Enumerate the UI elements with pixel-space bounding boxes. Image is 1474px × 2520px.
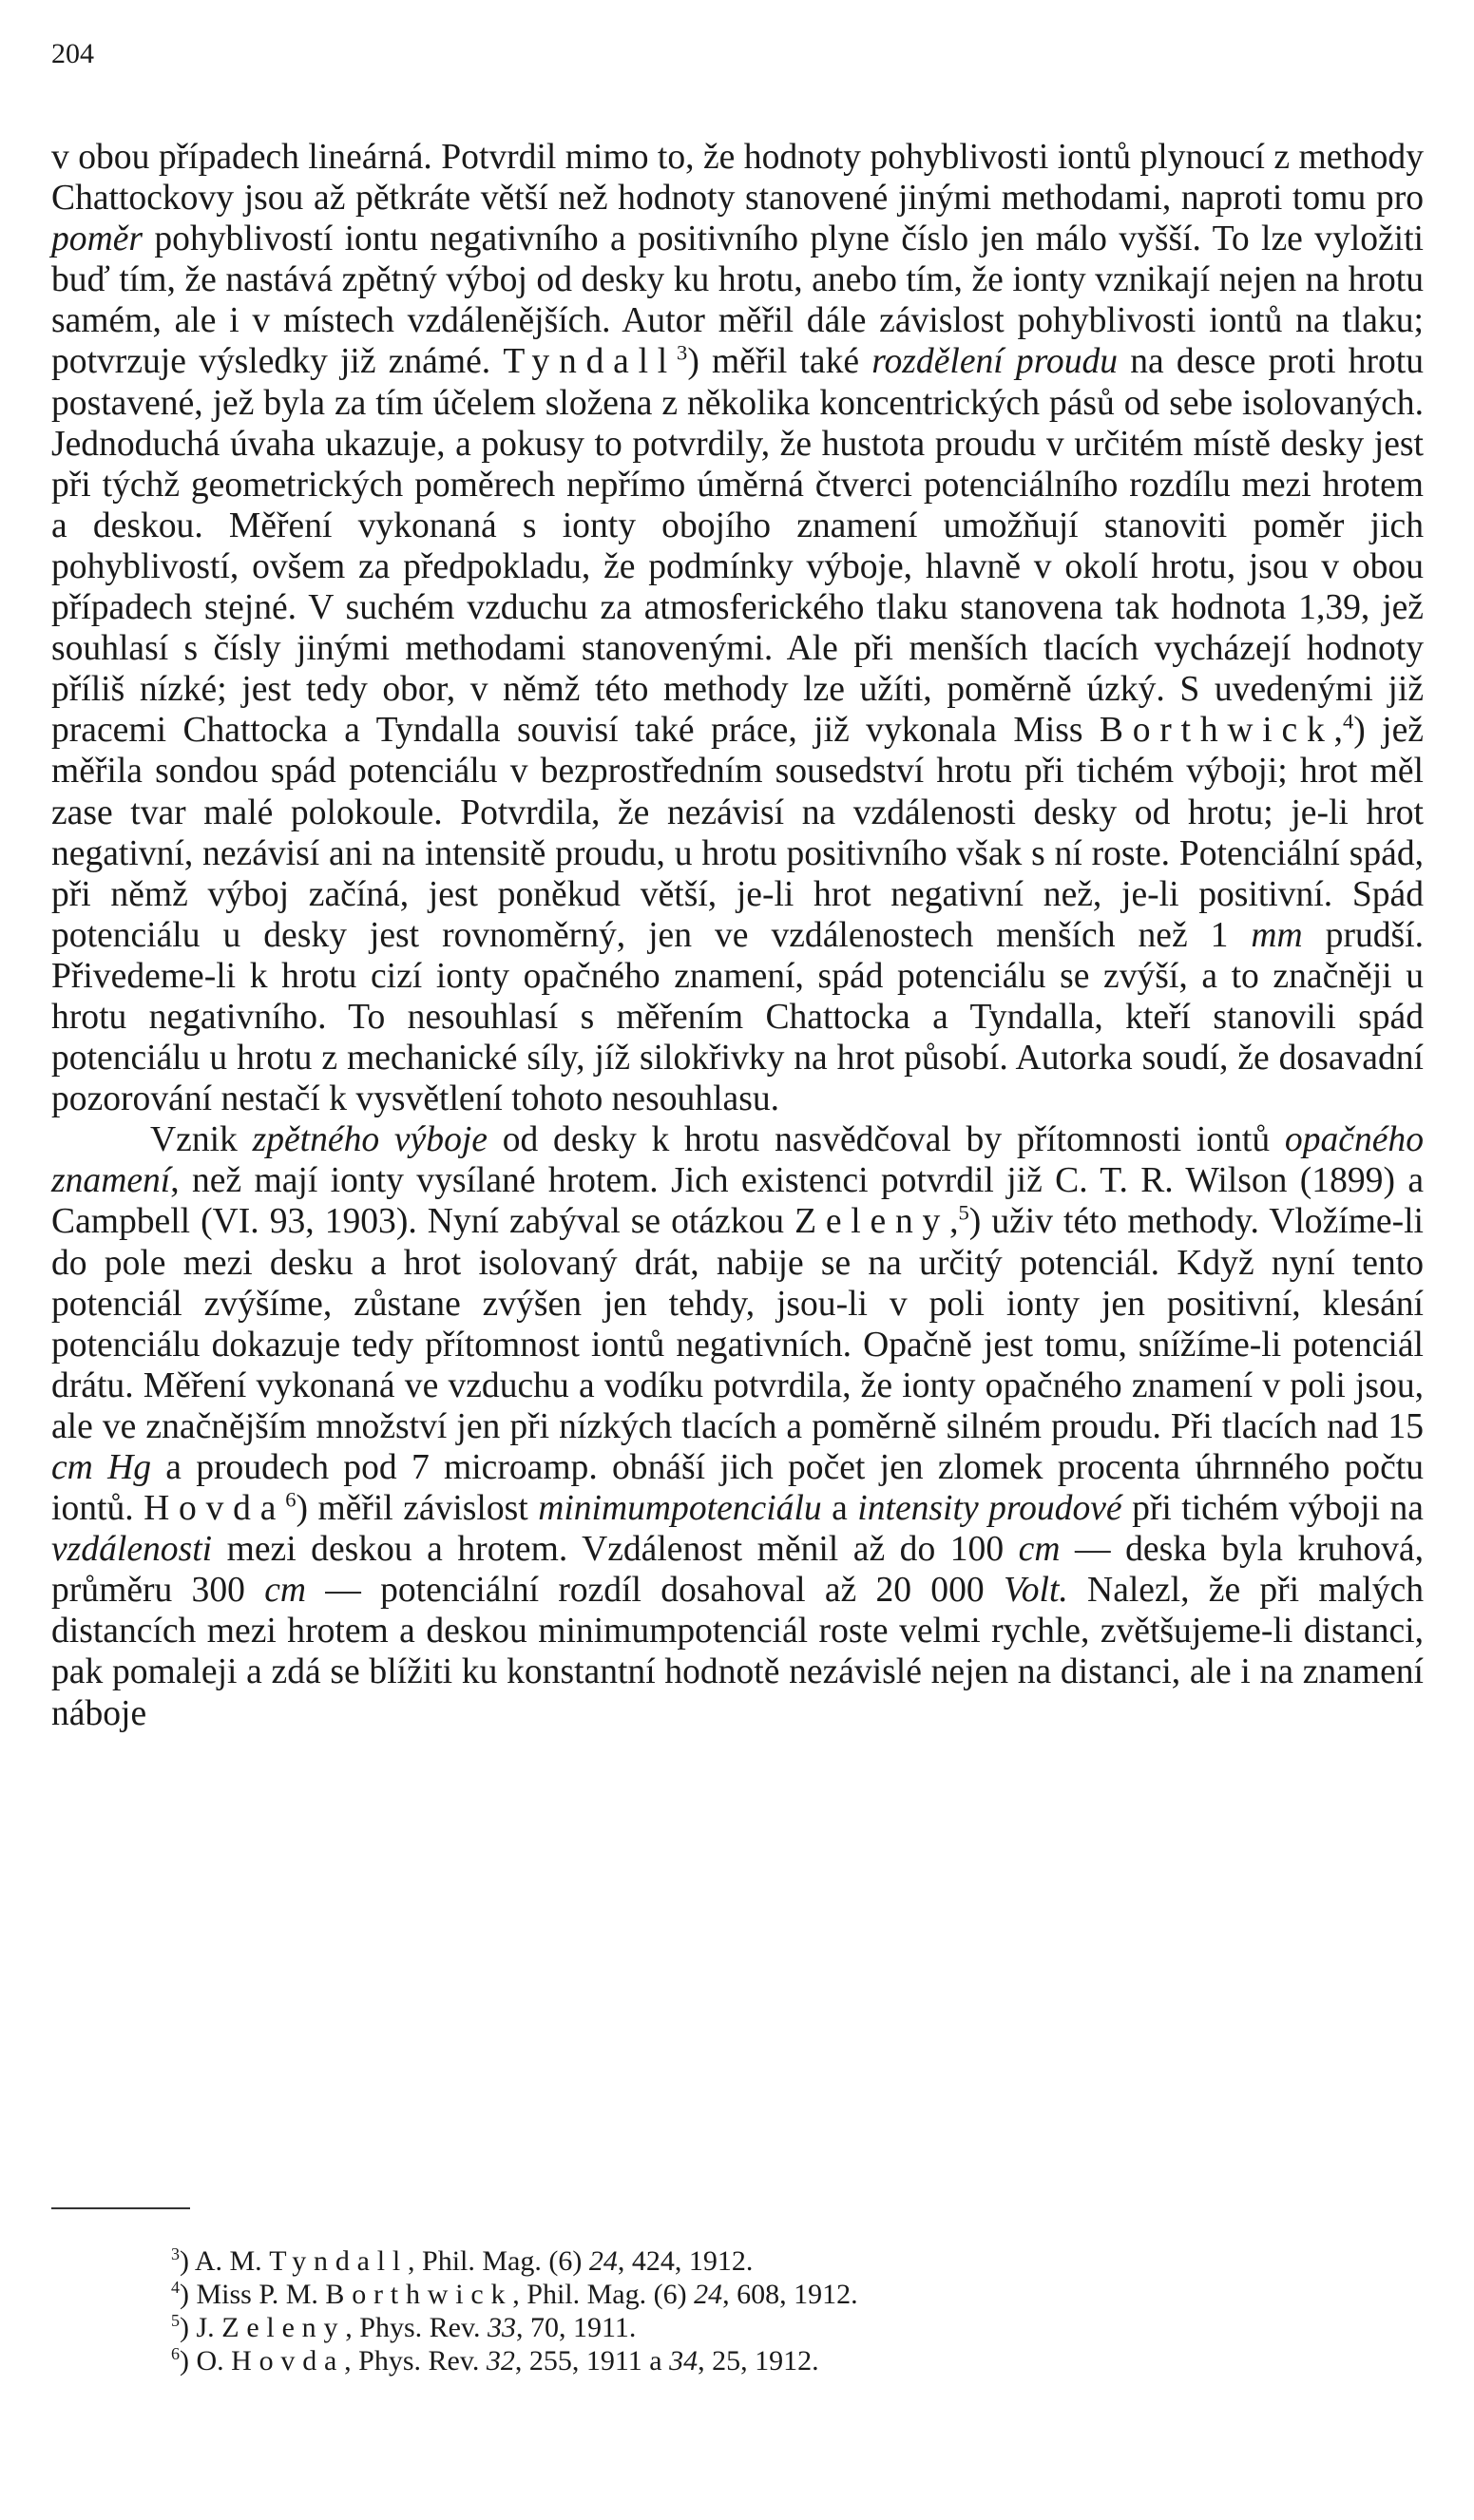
footnote-ref-4: 4 bbox=[1342, 709, 1354, 734]
footnote-4: $^4$) Miss P. M. Borthwick, Phil. Mag. (6) 24, 608, 1912. bbox=[171, 2278, 858, 2310]
unit: cm Hg bbox=[51, 1448, 152, 1487]
footnote-ref-6: 6 bbox=[285, 1487, 297, 1512]
footnote-ref-5: 5 bbox=[958, 1200, 969, 1225]
unit: mm bbox=[1251, 915, 1303, 955]
emphasis: rozdělení proudu bbox=[871, 342, 1119, 382]
footnote-separator bbox=[51, 2207, 190, 2209]
footnote-5: $^5$) J. Zeleny, Phys. Rev. 33, 70, 1911. bbox=[171, 2311, 637, 2343]
emphasis: intensity proudové bbox=[857, 1489, 1122, 1529]
paragraph-1: v obou případech lineárná. Potvrdil mimo to, že hodnoty pohyblivosti iontů plynoucí z methody Chattockovy jsou až pětkráte větší než hodnoty stanovené jinými methodami, naproti tomu pro poměr pohyblivostí iontu negativního a positivního plyne číslo jen málo vyšší. To lze vyložiti buď tím, že nastává zpětný výboj od desky ku hrotu, anebo tím, že ionty vznikají nejen na hrotu samém, ale i v místech vzdálenějších. Autor měřil dále závislost pohyblivosti iontů na tlaku; potvrzuje výsledky již známé. Tyndall$^3$) měřil také rozdělení proudu na desce proti hrotu postavené, jež byla za tím účelem složena z několika koncentrických pásů od sebe isolovaných. Jednoduchá úvaha ukazuje, a pokusy to potvrdily, že hustota proudu v určitém místě desky jest při týchž geometrických poměrech nepřímo úměrná čtverci potenciálního rozdílu mezi hrotem a deskou. Měření vykonaná s ionty obojího znamení umožňují stanoviti poměr jich pohyblivostí, ovšem za předpokladu, že podmínky výboje, hlavně v okolí hrotu, jsou v obou případech stejné. V suchém vzduchu za atmosferického tlaku stanovena tak hodnota 1,39, jež souhlasí s čísly jinými methodami stanovenými. Ale při menších tlacích vycházejí hodnoty příliš nízké; jest tedy obor, v němž této methody lze užíti, poměrně úzký. S uvedenými již pracemi Chattocka a Tyndalla souvisí také práce, již vykonala Miss Borthwick,$^4$) jež měřila sondou spád potenciálu v bezprostředním sousedství hrotu při tichém výboji; hrot měl zase tvar malé polokoule. Potvrdila, že nezávisí na vzdálenosti desky od hrotu; je-li hrot negativní, nezávisí ani na intensitě proudu, u hrotu positivního však s ní roste. Potenciální spád, při němž výboj začíná, jest poněkud větší, je-li hrot negativní než, je-li positivní. Spád potenciálu u desky jest rovnoměrný, jen ve vzdálenostech menších než 1 mm prudší. Přivedeme-li k hrotu cizí ionty opačného znamení, spád potenciálu se zvýší, a to značněji u hrotu negativního. To nesouhlasí s měřením Chattocka a Tyndalla, kteří stanovili spád potenciálu u hrotu z mechanické síly, jíž silokřivky na hrot působí. Autorka soudí, že dosavadní pozorování nestačí k vysvětlení tohoto nesouhlasu. bbox=[51, 138, 1425, 1119]
author-name-zeleny: Zeleny bbox=[794, 1202, 950, 1242]
emphasis: poměr bbox=[51, 220, 144, 259]
emphasis: vzdálenosti bbox=[51, 1530, 213, 1570]
unit: Volt. bbox=[1003, 1571, 1068, 1611]
page-number: 204 bbox=[51, 38, 94, 69]
author-name-tyndall: Tyndall bbox=[503, 342, 678, 382]
paragraph-2: Vznik zpětného výboje od desky k hrotu nasvědčoval by přítomnosti iontů opačného znamení, než mají ionty vysílané hrotem. Jich existenci potvrdil již C. T. R. Wilson (1899) a Campbell (VI. 93, 1903). Nyní zabýval se otázkou Zeleny,$^5$) uživ této methody. Vložíme-li do pole mezi desku a hrot isolovaný drát, nabije se na určitý potenciál. Když nyní tento potenciál zvýšíme, zůstane zvýšen jen tehdy, jsou-li v poli ionty jen positivní, klesání potenciálu dokazuje tedy přítomnost iontů negativních. Opačně jest tomu, snížíme-li potenciál drátu. Měření vykonaná ve vzduchu a vodíku potvrdila, že ionty opačného znamení v poli jsou, ale ve značnějším množství jen při nízkých tlacích a poměrně silném proudu. Při tlacích nad 15 cm Hg a proudech pod 7 microamp. obnáší jich počet jen zlomek procenta úhrnného počtu iontů. Hovda$^6$) měřil závislost minimumpotenciálu a intensity proudové při tichém výboji na vzdálenosti mezi deskou a hrotem. Vzdálenost měnil až do 100 cm — deska byla kruhová, průměru 300 cm — potenciální rozdíl dosahoval až 20 000 Volt. Nalezl, že při malých distancích mezi hrotem a deskou minimumpotenciál roste velmi rychle, zvětšujeme-li distanci, pak pomaleji a zdá se blížiti ku konstantní hodnotě nezávislé nejen na distanci, ale i na znamení náboje bbox=[51, 1120, 1425, 1733]
footnote-6: $^6$) O. Hovda, Phys. Rev. 32, 255, 1911 a 34, 25, 1912. bbox=[171, 2344, 819, 2377]
footnote-3: $^3$) A. M. Tyndall, Phil. Mag. (6) 24, 424, 1912. bbox=[171, 2244, 754, 2277]
footnote-ref-3: 3 bbox=[677, 340, 688, 365]
emphasis: opačného znamení bbox=[51, 1120, 1425, 1201]
unit: cm bbox=[264, 1571, 307, 1611]
footnotes bbox=[171, 2244, 1407, 2377]
body-text bbox=[51, 137, 1424, 1734]
author-name-borthwick: Borthwick bbox=[1099, 711, 1334, 751]
author-name-hovda: Hovda bbox=[144, 1489, 286, 1529]
emphasis: zpětného výboje bbox=[252, 1120, 488, 1160]
emphasis: minimumpotenciálu bbox=[538, 1489, 822, 1529]
unit: cm bbox=[1018, 1530, 1061, 1570]
